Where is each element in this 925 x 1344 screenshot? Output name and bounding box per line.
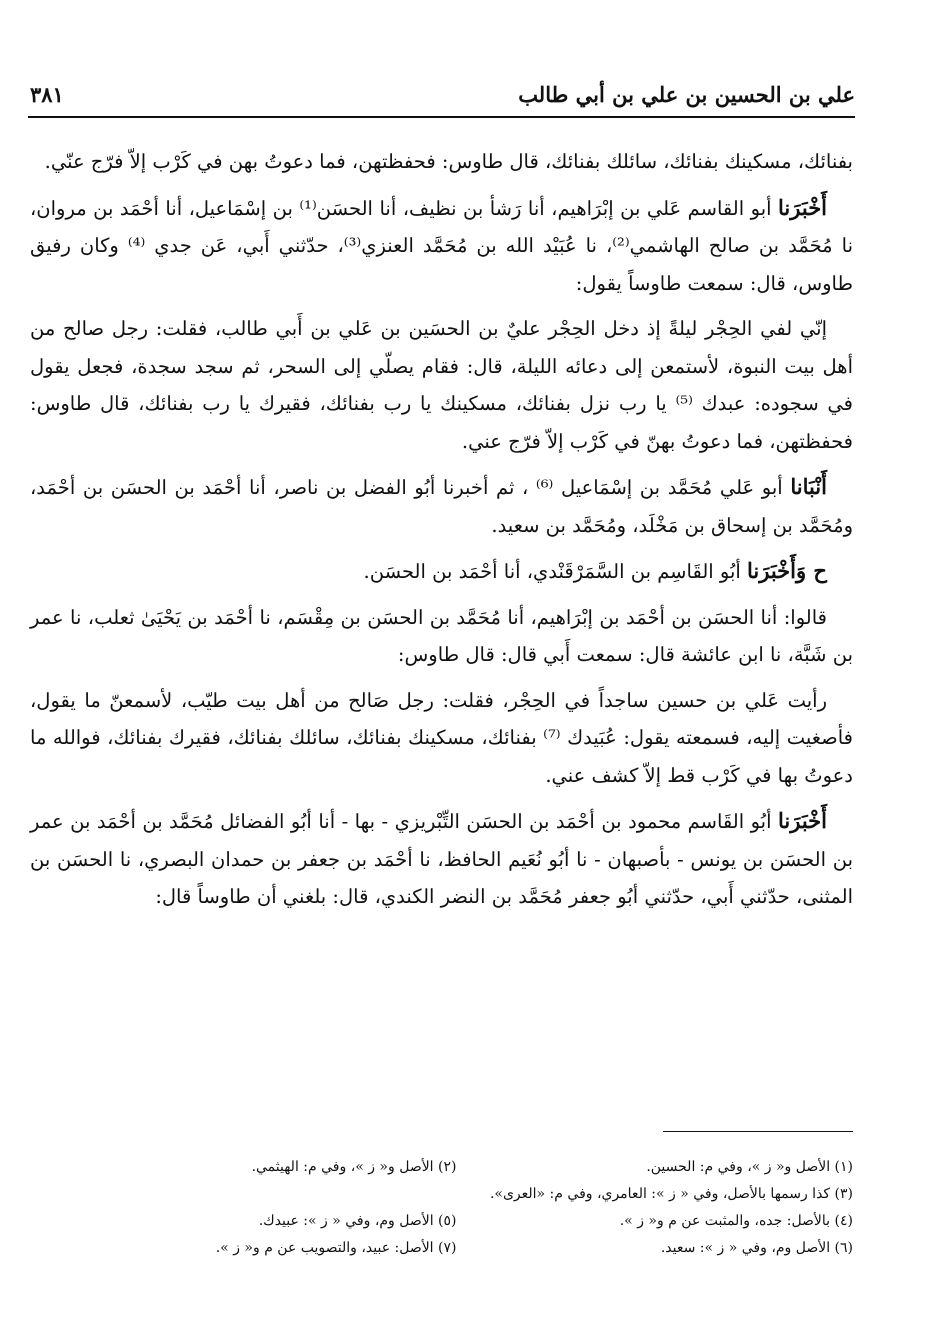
narration-keyword: أَنْبَانا	[790, 474, 827, 499]
narration-keyword: أَخْبَرَنا	[778, 194, 828, 220]
paragraph-7	[30, 682, 853, 795]
footnote-row	[60, 1235, 853, 1262]
paragraph-4-text: أبو عَلي مُحَمَّد بن إسْمَاعيل ⁽⁶⁾ ، ثم أخبرنا أبُو الفضل بن ناصر، أنا أحْمَد بن الحسَن بن أحْمَد، ومُحَمَّد بن إسحاق بن مَخْلَد، ومُحَمَّد بن سعيد.	[30, 476, 853, 537]
paragraph-4	[30, 468, 853, 544]
footnote-4: (٤) بالأصل: جده، والمثبت عن م و« ز ».	[619, 1213, 853, 1229]
paragraph-6-text: قالوا: أنا الحسَن بن أحْمَد بن إبْرَاهيم، أنا مُحَمَّد بن الحسَن بن مِقْسَم، نا أحْمَد بن يَحْيَىٰ ثعلب، نا عمر بن شَبَّة، نا ابن عائشة قال: سمعت أَبي قال: قال طاوس:	[30, 605, 853, 666]
main-text	[30, 143, 853, 924]
footnote-row	[60, 1181, 853, 1208]
footnote-1: (١) الأصل و« ز »، وفي م: الحسين.	[646, 1159, 853, 1175]
narration-keyword: ح وَأَخْبَرَنا	[747, 558, 827, 583]
paragraph-5-text: أبُو القَاسِم بن السَّمَرْقَنْدي، أنا أحْمَد بن الحسَن.	[363, 560, 747, 583]
footnote-2: (٢) الأصل و« ز »، وفي م: الهيثمي.	[251, 1159, 457, 1175]
running-title: علي بن الحسين بن علي بن أبي طالب	[518, 82, 855, 107]
paragraph-5	[30, 552, 853, 591]
paragraph-8-text: أبُو القَاسم محمود بن أحْمَد بن الحسَن التِّبْريزي - بها - أنا أبُو الفضائل مُحَمَّد بن أحْمَد بن عمر بن الحسَن بن يونس - بأصبهان - نا أبُو نُعَيم الحافظ، نا أحْمَد بن جعفر بن حمدان البصري، نا الحسَن بن المثنى، حدّثني أَبي، حدّثني أبُو جعفر مُحَمَّد بن النضر الكندي، قال: بلغني أن طاوساً قال:	[30, 810, 853, 908]
page-header	[30, 82, 855, 114]
footnote-row	[60, 1208, 853, 1235]
footnotes	[60, 1154, 853, 1262]
paragraph-3	[30, 310, 853, 460]
footnote-7: (٧) الأصل: عبيد، والتصويب عن م و« ز ».	[215, 1240, 457, 1256]
page-number: ٣٨١	[30, 82, 64, 107]
footnote-row	[60, 1154, 853, 1181]
paragraph-1-text: بفنائك، مسكينك بفنائك، سائلك بفنائك، قال طاوس: فحفظتهن، فما دعوتُ بهن في كَرْب إلاّ فرّج عنّي.	[44, 150, 853, 173]
narration-keyword: أَخْبَرَنا	[778, 808, 827, 833]
footnote-5: (٥) الأصل وم، وفي « ز »: عبيدك.	[258, 1213, 457, 1229]
footnote-rule	[663, 1131, 853, 1132]
paragraph-8	[30, 802, 853, 916]
paragraph-7-text: رأيت عَلي بن حسين ساجداً في الحِجْر، فقلت: رجل صَالح من أهل بيت طيّب، لأسمعنّ ما يقول، فأصغيت إليه، فسمعته يقول: عُبَيدك ⁽⁷⁾ بفنائك، مسكينك بفنائك، سائلك بفنائك، فقيرك بفنائك، فوالله ما دعوتُ بها في كَرْب قط إلاّ كشف عني.	[30, 688, 853, 787]
paragraph-1	[30, 143, 853, 181]
paragraph-6	[30, 599, 853, 674]
footnote-6: (٦) الأصل وم، وفي « ز »: سعيد.	[660, 1240, 853, 1256]
paragraph-2-text: أبو القاسم عَلي بن إبْرَاهيم، أنا رَشأ بن نظيف، أنا الحسَن⁽¹⁾ بن إسْمَاعيل، أنا أحْمَد بن مروان، نا مُحَمَّد بن صالح الهاشمي⁽²⁾، نا عُبَيْد الله بن مُحَمَّد العنزي⁽³⁾، حدّثني أَبي، عَن جدي ⁽⁴⁾ وكان رفيق طاوس، قال: سمعت طاوساً يقول:	[30, 196, 853, 295]
header-rule	[28, 116, 855, 118]
paragraph-3-text: إنّي لفي الحِجْر ليلةً إذ دخل الحِجْر عليٌ بن الحسَين بن عَلي بن أَبي طالب، فقلت: رجل صالح من أهل بيت النبوة، لأستمعن إلى دعائه الليلة، قال: فقام يصلّي إلى السحر، ثم سجد سجدة، فجعل يقول في سجوده: عبدك ⁽⁵⁾ يا رب نزل بفنائك، مسكينك يا رب بفنائك، فقيرك يا رب بفنائك، قال طاوس: فحفظتهن، فما دعوتُ بهنّ في كَرْب إلاّ فرّج عني.	[30, 317, 853, 453]
paragraph-2	[30, 189, 853, 303]
footnote-3: (٣) كذا رسمها بالأصل، وفي « ز »: العامري، وفي م: «العرى».	[489, 1186, 853, 1202]
